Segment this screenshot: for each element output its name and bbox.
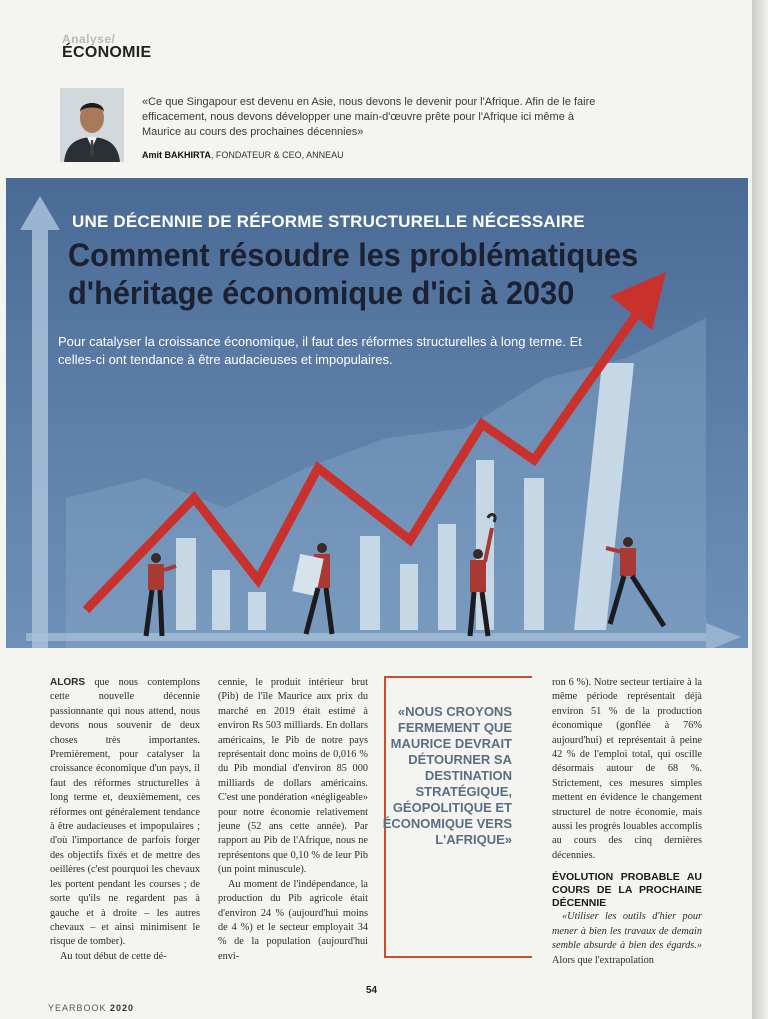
pull-quote: «NOUS CROYONS FERMEMENT QUE MAURICE DEVRAIT DÉTOURNER SA DESTINATION STRATÉGIQUE, GÉOPOLITIQUE ET ÉCONOMIQUE VERS L'AFRIQUE»: [382, 704, 512, 847]
author-portrait-image: [60, 88, 124, 162]
italic-quote: «Utiliser les outils d'hier pour mener à bien les travaux de demain semble absurde à bien des égards.»: [552, 911, 702, 952]
hero-kicker: UNE DÉCENNIE DE RÉFORME STRUCTURELLE NÉCESSAIRE: [72, 212, 585, 231]
left-up-arrow: [20, 196, 60, 648]
paragraph-text: Alors que l'extrapolation: [552, 954, 654, 966]
page-number: 54: [366, 985, 378, 996]
bar: [212, 570, 230, 630]
body-column-2: [218, 676, 368, 964]
body-paragraph: Au tout début de cette dé-: [60, 950, 167, 962]
section-tag: Analyse/: [62, 32, 116, 46]
body-paragraph: Au moment de l'indépendance, la production du Pib agricole était d'environ 24 % (aujourd'hui moins de 4 %) et le secteur employait 34 % de la population (aujourd'hui envi-: [218, 878, 368, 962]
body-paragraph: ron 6 %). Notre secteur tertiaire à la même période représentait déjà environ 51 % de la production économique (gonflée à 76% aujourd'hui) et représentait à peine 42 % de l'emploi total, qui oscille désormais autour de 68 %. Strictement, ces mesures simples mettent en évidence le changement structurel de notre économie, mais aussi les progrès louables accomplis au cours des cinq dernières décennies.: [552, 677, 702, 861]
body-paragraph: [50, 676, 200, 950]
bar: [400, 564, 418, 630]
footer-publication: [48, 1003, 134, 1013]
body-column-1: [50, 676, 200, 964]
pull-quote-top: «Ce que Singapour est devenu en Asie, nous devons le devenir pour l'Afrique. Afin de le faire efficacement, nous devons développer une main-d'œuvre prête pour l'Afrique ici même à Maurice au cours des prochaines décennies»: [142, 96, 596, 138]
article-headline: Comment résoudre les problématiques d'héritage économique d'ici à 2030: [68, 237, 639, 311]
publication-year: 2020: [110, 1003, 135, 1013]
lead-word: ALORS: [50, 677, 85, 688]
bar: [524, 478, 544, 630]
bar: [360, 536, 380, 630]
body-paragraph: cennie, le produit intérieur brut (Pib) de l'île Maurice aux prix du marché en 2019 était estimé à environ Rs 503 milliards. En dollars américains, le Pib de notre pays représentait donc moins de 0,016 % du Pib mondial d'environ 85 000 milliards de dollars américains. C'est une pondération «négligeable» pour notre économie relativement jeune (52 ans cette année). Par rapport au Pib de l'Afrique, nous ne représentons que 0,10 % de leur Pib (un point minuscule).: [218, 677, 368, 876]
body-column-4: [552, 676, 702, 968]
body-paragraph: [552, 910, 702, 968]
author-role: , FONDATEUR & CEO, ANNEAU: [210, 150, 344, 160]
article-standfirst: Pour catalyser la croissance économique, il faut des réformes structurelles à long terme. Et celles-ci ont tendance à être audacieuses et impopulaires.: [58, 334, 582, 367]
page-edge: [752, 0, 768, 1019]
bar: [438, 524, 456, 630]
paragraph-text: que nous contemplons cette nouvelle décennie passionnante qui nous attend, nous devons nous souvenir de deux choses très importantes. Premièrement, pour catalyser la croissance économique d'un pays, il faut des réformes structurelles à long terme et, deuxièmement, ces réformes ont généralement tendance à être audacieuses et impopulaires ; d'où l'importance de parfois forger des objectifs fixés et de mettre des oeillères (c'est pourquoi les chevaux les portent pendant les courses ; de sorte qu'ils ne regardent pas à gauche et à droite – les autres chevaux – et ainsi minimisent le risque de tomber).: [50, 677, 200, 948]
hero-illustration: [6, 178, 748, 648]
bar: [248, 592, 266, 630]
section-title: ÉCONOMIE: [62, 44, 152, 61]
subheading: ÉVOLUTION PROBABLE AU COURS DE LA PROCHAINE DÉCENNIE: [552, 871, 702, 910]
publication-name: YEARBOOK: [48, 1003, 107, 1013]
quote-author: [142, 150, 344, 160]
author-photo: [60, 88, 124, 162]
author-name: Amit BAKHIRTA: [142, 150, 211, 160]
bar: [176, 538, 196, 630]
